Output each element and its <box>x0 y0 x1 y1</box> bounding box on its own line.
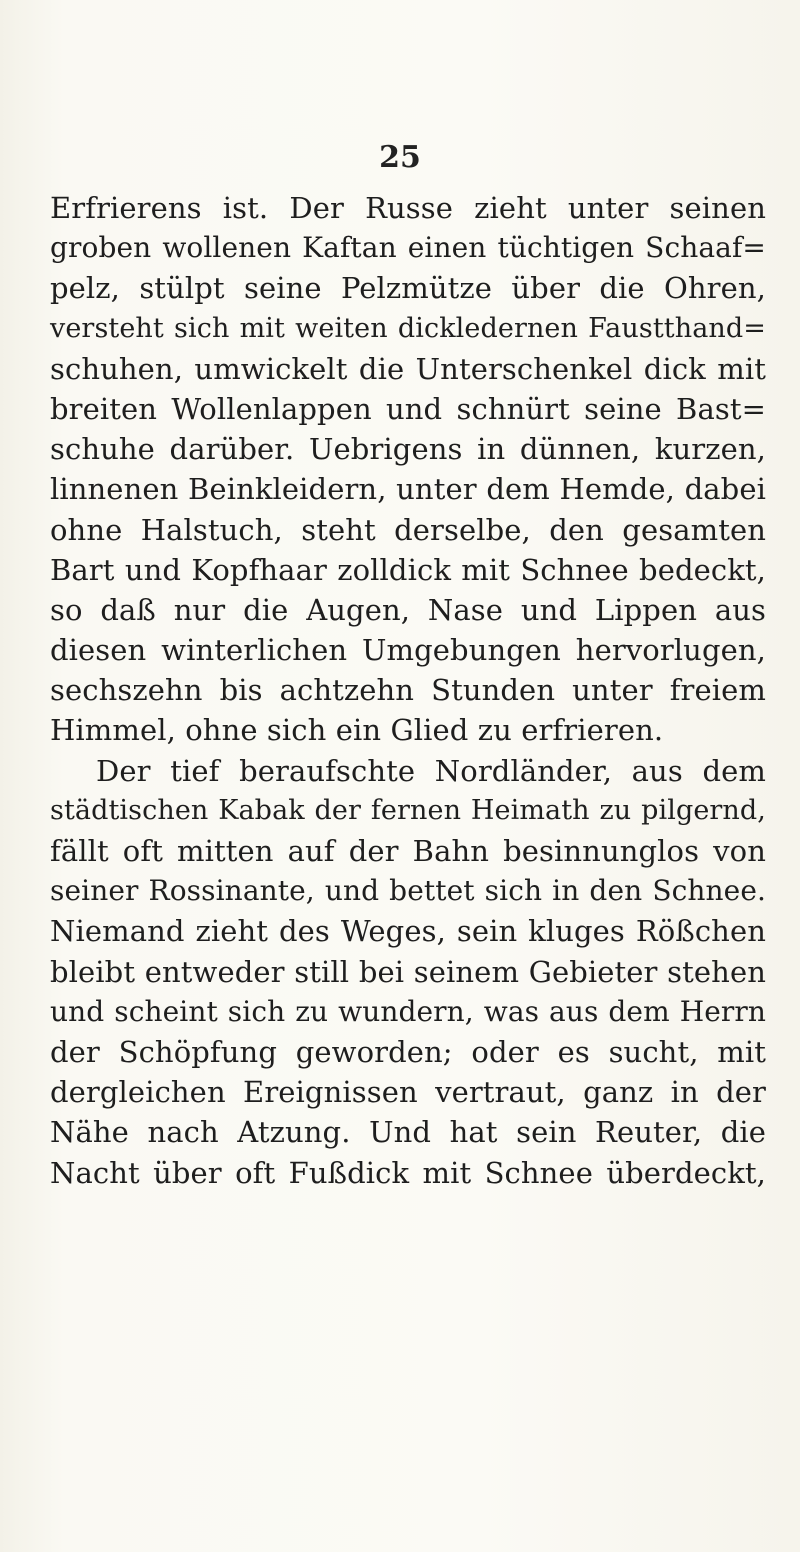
text-line: schuhe darüber. Uebrigens in dünnen, kurzen, <box>50 432 766 467</box>
text-line: ohne Halstuch, steht derselbe, den gesamten <box>50 512 766 547</box>
text-line: linnenen Beinkleidern, unter dem Hemde, dabei <box>50 472 766 507</box>
text-line: Der tief beraufschte Nordländer, aus dem <box>96 753 766 788</box>
text-line: sechszehn bis achtzehn Stunden unter freiem <box>50 673 766 708</box>
text-line: Bart und Kopfhaar zolldick mit Schnee bedeckt, <box>50 552 766 587</box>
text-line: städtischen Kabak der fernen Heimath zu pilgernd, <box>50 794 766 826</box>
page-number: 25 <box>379 140 421 175</box>
text-line: versteht sich mit weiten dickledernen Faustthand= <box>50 312 766 344</box>
text-line: breiten Wollenlappen und schnürt seine Bast= <box>50 391 766 426</box>
text-line: so daß nur die Augen, Nase und Lippen aus <box>50 592 766 627</box>
text-line: pelz, stülpt seine Pelzmütze über die Ohren, <box>50 271 766 306</box>
text-line: seiner Rossinante, und bettet sich in den Schnee. <box>50 874 766 908</box>
text-line: schuhen, umwickelt die Unterschenkel dick mit <box>50 351 766 386</box>
text-line: Nacht über oft Fußdick mit Schnee überdeckt, <box>50 1155 766 1190</box>
body-text <box>50 188 766 1193</box>
text-line: Erfrierens ist. Der Russe zieht unter seinen <box>50 191 766 225</box>
text-line: Niemand zieht des Weges, sein kluges Rößchen <box>50 914 766 949</box>
text-line: bleibt entweder still bei seinem Gebieter stehen <box>50 954 766 989</box>
text-line: groben wollenen Kaftan einen tüchtigen Schaaf= <box>50 231 766 265</box>
text-line: und scheint sich zu wundern, was aus dem Herrn <box>50 994 766 1028</box>
text-line: Himmel, ohne sich ein Glied zu erfrieren. <box>50 713 664 748</box>
text-line: fällt oft mitten auf der Bahn besinnunglos von <box>50 834 766 868</box>
text-line: diesen winterlichen Umgebungen hervorlugen, <box>50 633 766 668</box>
text-line: der Schöpfung geworden; oder es sucht, mit <box>50 1034 766 1069</box>
text-line: Nähe nach Atzung. Und hat sein Reuter, die <box>50 1115 766 1150</box>
text-line: dergleichen Ereignissen vertraut, ganz in der <box>50 1075 766 1110</box>
